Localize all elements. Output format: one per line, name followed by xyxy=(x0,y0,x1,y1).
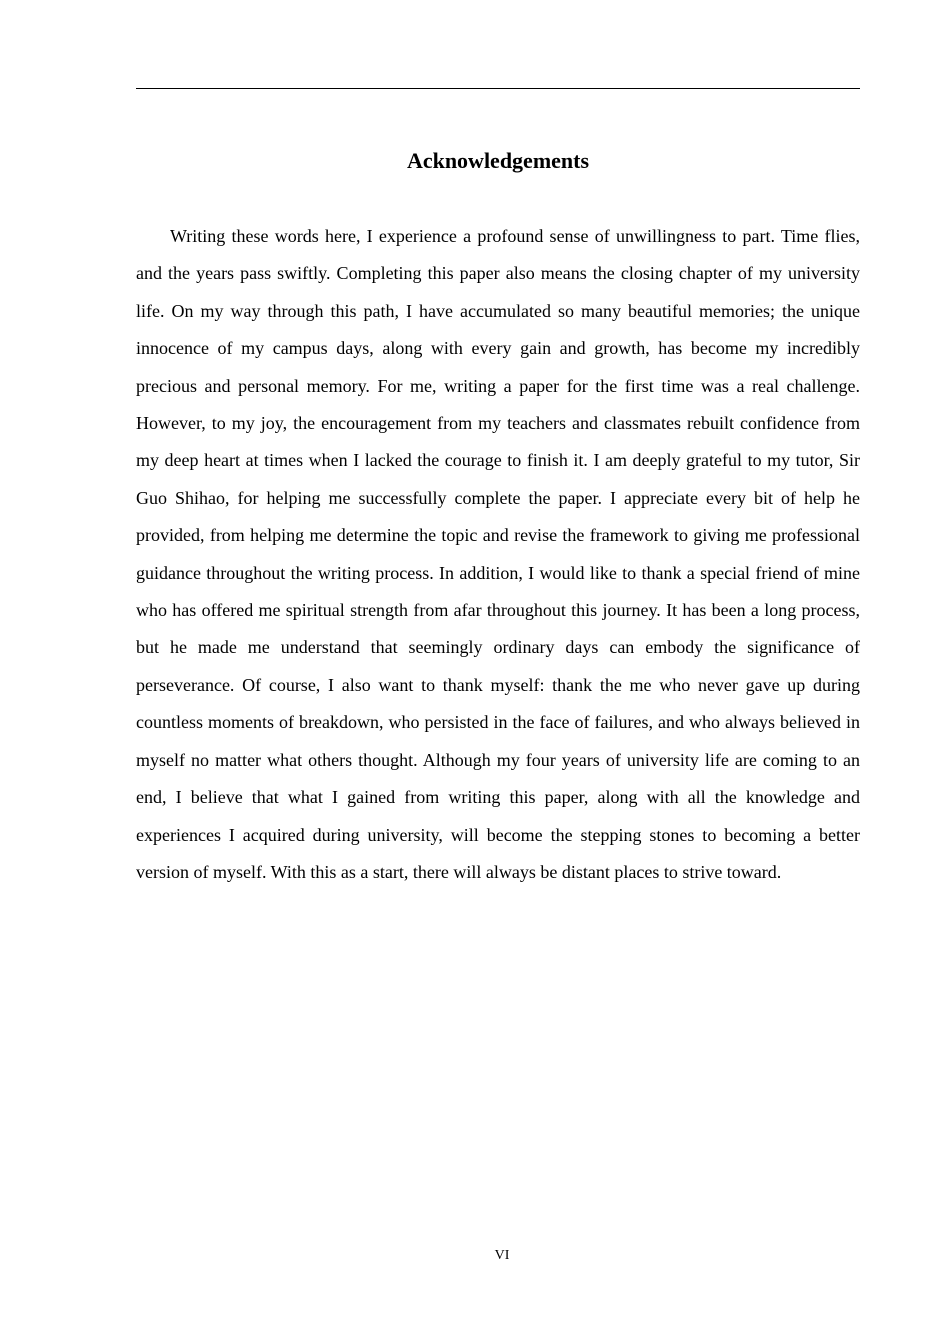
page-title: Acknowledgements xyxy=(406,148,590,173)
acknowledgements-paragraph: Writing these words here, I experience a profound sense of unwillingness to part. Time flies, and the years pass swiftly. Completing this paper also means the closing chapter of my university life. On my way through this path, I have accumulated so many beautiful memories; the unique innocence of my campus days, along with every gain and growth, has become my incredibly precious and personal memory. For me, writing a paper for the first time was a real challenge. However, to my joy, the encouragement from my teachers and classmates rebuilt confidence from my deep heart at times when I lacked the courage to finish it. I am deeply grateful to my tutor, Sir Guo Shihao, for helping me successfully complete the paper. I appreciate every bit of help he provided, from helping me determine the topic and revise the framework to giving me professional guidance throughout the writing process. In addition, I would like to thank a special friend of mine who has offered me spiritual strength from afar throughout this journey. It has been a long process, but he made me understand that seemingly ordinary days can embody the significance of perseverance. Of course, I also want to thank myself: thank the me who never gave up during countless moments of breakdown, who persisted in the face of failures, and who always believed in myself no matter what others thought. Although my four years of university life are coming to an end, I believe that what I gained from writing this paper, along with all the knowledge and experiences I acquired during university, will become the stepping stones to becoming a better version of myself. With this as a start, there will always be distant places to strive toward. xyxy=(136,226,860,882)
header-rule xyxy=(136,88,860,89)
page-number: VI xyxy=(494,1248,510,1263)
